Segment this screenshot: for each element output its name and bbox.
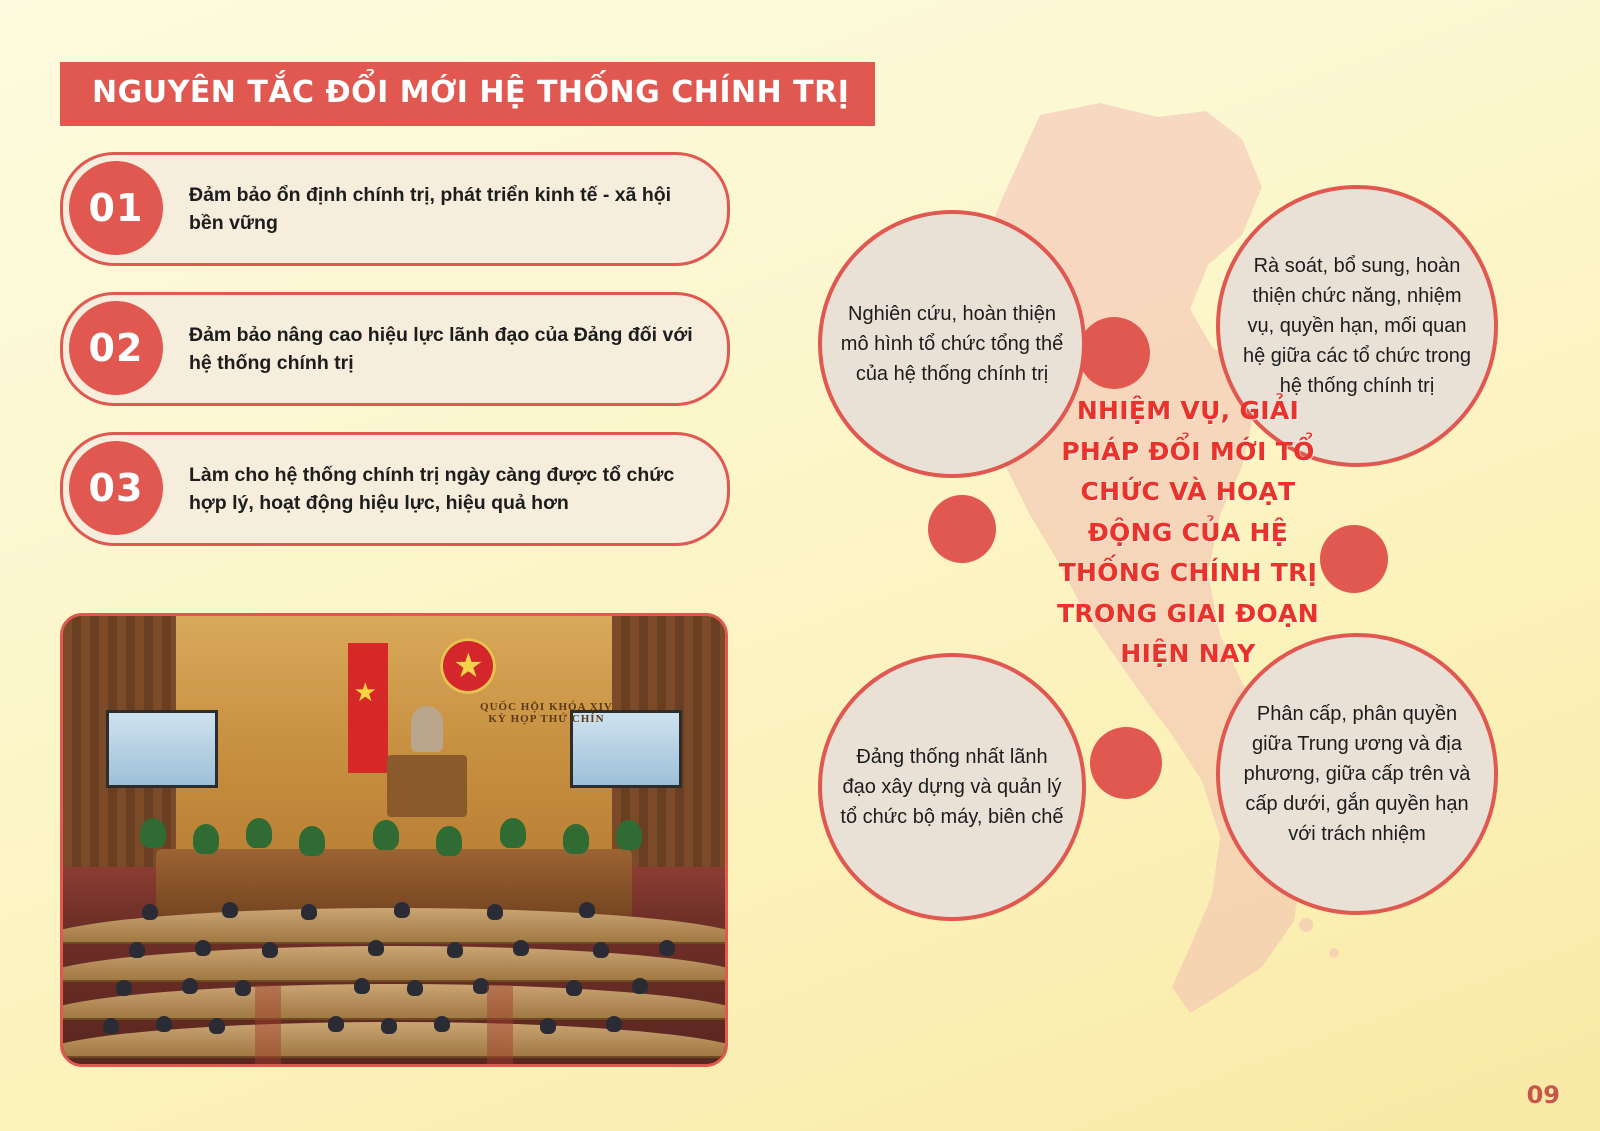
principle-item-02 bbox=[60, 292, 730, 406]
bubble-text: Đảng thống nhất lãnh đạo xây dựng và quản lý tổ chức bộ máy, biên chế bbox=[840, 746, 1064, 828]
bubble-text: Nghiên cứu, hoàn thiện mô hình tổ chức tổng thể của hệ thống chính trị bbox=[840, 303, 1064, 385]
principle-number: 01 bbox=[69, 161, 163, 255]
principle-number: 02 bbox=[69, 301, 163, 395]
connector-node-left bbox=[928, 495, 996, 563]
principle-item-01 bbox=[60, 152, 730, 266]
stage-plants bbox=[129, 818, 659, 863]
connector-node-bottom bbox=[1090, 727, 1162, 799]
delegate-seating bbox=[63, 876, 725, 1064]
solutions-diagram bbox=[760, 55, 1580, 1065]
hall-banner-text bbox=[480, 701, 613, 725]
aisle-left bbox=[255, 985, 281, 1064]
bubble-text: Phân cấp, phân quyền giữa Trung ương và địa phương, giữa cấp trên và cấp dưới, gắn quyền hạn với trách nhiệm bbox=[1243, 703, 1471, 845]
national-flag-icon bbox=[348, 643, 388, 773]
principle-text: Đảm bảo nâng cao hiệu lực lãnh đạo của Đảng đối với hệ thống chính trị bbox=[189, 323, 693, 374]
page-number: 09 bbox=[1526, 1081, 1560, 1109]
hall-banner-line2: KỲ HỌP THỨ CHÍN bbox=[488, 713, 605, 726]
photo-illustration bbox=[63, 616, 725, 1064]
page-title: NGUYÊN TẮC ĐỔI MỚI HỆ THỐNG CHÍNH TRỊ bbox=[60, 62, 875, 126]
ho-chi-minh-bust bbox=[411, 706, 443, 752]
quoc-hoi-session-photo bbox=[60, 613, 728, 1067]
bubble-text: Rà soát, bổ sung, hoàn thiện chức năng, nhiệm vụ, quyền hạn, mối quan hệ giữa các tổ chức trong hệ thống chính trị bbox=[1242, 255, 1471, 397]
hall-banner-line1: QUỐC HỘI KHÓA XIV bbox=[480, 701, 613, 714]
principle-number: 03 bbox=[69, 441, 163, 535]
hall-screen-left bbox=[106, 710, 218, 788]
principle-text: Làm cho hệ thống chính trị ngày càng được tổ chức hợp lý, hoạt động hiệu lực, hiệu quả hơn bbox=[189, 463, 675, 514]
diagram-bubble-bottom-right bbox=[1216, 633, 1498, 915]
aisle-right bbox=[487, 985, 513, 1064]
principle-text: Đảm bảo ổn định chính trị, phát triển kinh tế - xã hội bền vững bbox=[189, 183, 672, 234]
diagram-bubble-bottom-left bbox=[818, 653, 1086, 921]
left-column bbox=[60, 62, 850, 546]
connector-node-top bbox=[1078, 317, 1150, 389]
principle-item-03 bbox=[60, 432, 730, 546]
diagram-center-title: NHIỆM VỤ, GIẢI PHÁP ĐỔI MỚI TỔ CHỨC VÀ HOẠT ĐỘNG CỦA HỆ THỐNG CHÍNH TRỊ TRONG GIAI ĐOẠN HIỆN NAY bbox=[1057, 396, 1319, 668]
national-emblem-icon bbox=[440, 638, 496, 694]
speaker-podium bbox=[387, 755, 467, 817]
